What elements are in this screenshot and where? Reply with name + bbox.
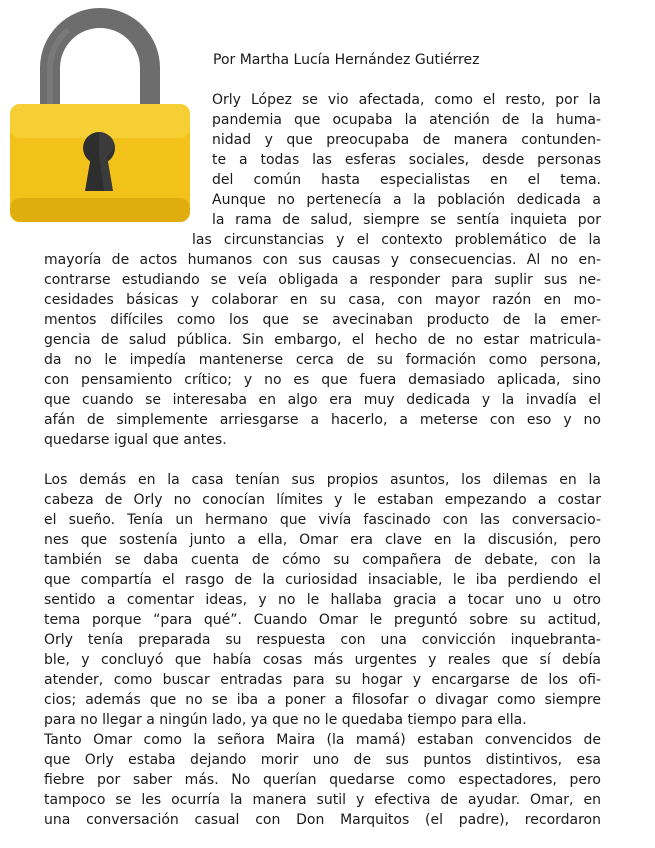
text-line: pandemia que ocupaba la atención de la huma- bbox=[212, 112, 601, 128]
text-line: Orly tenía preparada su respuesta con una convicción inquebranta- bbox=[44, 632, 601, 648]
text-line: también se daba cuenta de cómo su compañera de debate, con la bbox=[44, 552, 601, 568]
text-line: da no le impedía mantenerse cerca de su formación como persona, bbox=[44, 352, 601, 368]
text-line: fiebre por saber más. No querían quedarse como espectadores, pero bbox=[44, 772, 601, 788]
text-line: afán de simplemente arriesgarse a hacerlo, a meterse con eso y no bbox=[44, 412, 601, 428]
text-line: cios; además que no se iba a poner a filosofar o divagar como siempre bbox=[44, 692, 601, 708]
text-line: quedarse igual que antes. bbox=[44, 432, 227, 448]
text-line: cesidades básicas y colaborar en su casa, con mayor razón en mo- bbox=[44, 292, 601, 308]
text-line: del común hasta especialistas en el tema. bbox=[212, 172, 601, 188]
text-line: gencia de salud pública. Sin embargo, el hecho de no estar matricula- bbox=[44, 332, 601, 348]
text-line: atender, como buscar entradas para su hogar y encargarse de los ofi- bbox=[44, 672, 601, 688]
text-line: para no llegar a ningún lado, ya que no le quedaba tiempo para ella. bbox=[44, 712, 527, 728]
text-line: nidad y que preocupaba de manera contunden- bbox=[212, 132, 601, 148]
text-line: contrarse estudiando se veía obligada a responder para suplir sus ne- bbox=[44, 272, 601, 288]
text-line: que compartía el rasgo de la curiosidad insaciable, le iba perdiendo el bbox=[44, 572, 601, 588]
text-line: la rama de salud, siempre se sentía inquieta por bbox=[212, 212, 601, 228]
text-line: Tanto Omar como la señora Maira (la mamá) estaban convencidos de bbox=[44, 732, 601, 748]
text-line: sentido a comentar ideas, y no le hallaba gracia a tocar uno u otro bbox=[44, 592, 601, 608]
text-line: una conversación casual con Don Marquitos (el padre), recordaron bbox=[44, 812, 601, 828]
text-line: con pensamiento crítico; y no es que fuera demasiado aplicada, sino bbox=[44, 372, 601, 388]
text-line: Orly López se vio afectada, como el resto, por la bbox=[212, 92, 601, 108]
text-line: tampoco se les ocurría la manera sutil y efectiva de ayudar. Omar, en bbox=[44, 792, 601, 808]
text-line: el sueño. Tenía un hermano que vivía fascinado con las conversacio- bbox=[44, 512, 601, 528]
text-line: Aunque no pertenecía a la población dedicada a bbox=[212, 192, 601, 208]
text-line: Los demás en la casa tenían sus propios asuntos, los dilemas en la bbox=[44, 472, 601, 488]
text-line: mayoría de actos humanos con sus causas y consecuencias. Al no en- bbox=[44, 252, 601, 268]
padlock-icon bbox=[8, 8, 193, 228]
text-line: las circunstancias y el contexto problemático de la bbox=[192, 232, 601, 248]
text-line: nes que sostenía junto a ella, Omar era clave en la discusión, pero bbox=[44, 532, 601, 548]
text-line: que Orly estaba dejando morir uno de sus puntos distintivos, esa bbox=[44, 752, 601, 768]
text-line: tema porque “para qué”. Cuando Omar le preguntó sobre su actitud, bbox=[44, 612, 601, 628]
text-line: que cuando se interesaba en algo era muy dedicada y la invadía el bbox=[44, 392, 601, 408]
text-line: mentos difíciles como los que se avecinaban producto de la emer- bbox=[44, 312, 601, 328]
text-line: te a todas las esferas sociales, desde personas bbox=[212, 152, 601, 168]
text-line: ble, y concluyó que había cosas más urgentes y reales que sí debía bbox=[44, 652, 601, 668]
text-line: cabeza de Orly no conocían límites y le estaban empezando a costar bbox=[44, 492, 601, 508]
author-byline: Por Martha Lucía Hernández Gutiérrez bbox=[213, 52, 480, 68]
